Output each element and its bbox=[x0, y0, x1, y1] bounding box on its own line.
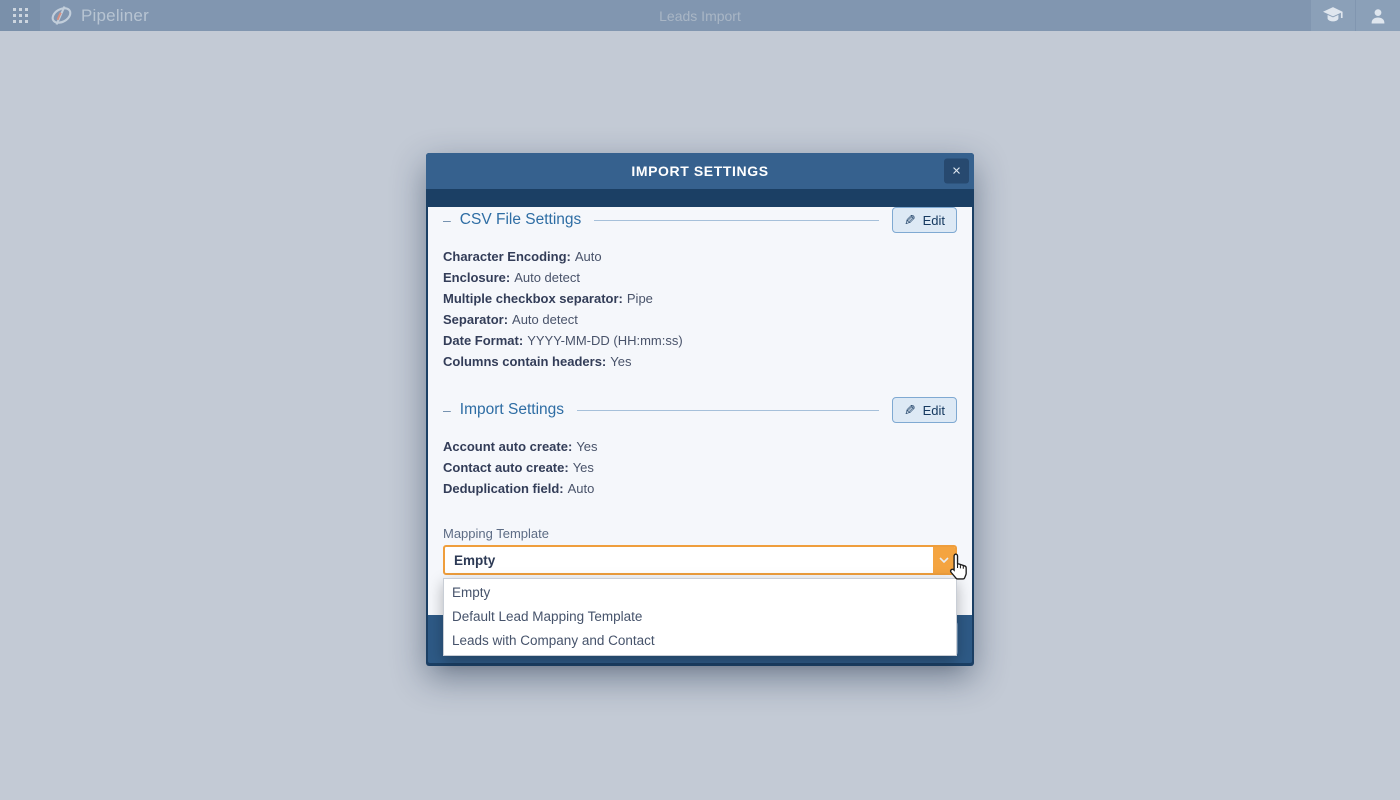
field-row bbox=[443, 330, 957, 351]
section-divider-line bbox=[594, 220, 879, 221]
field-label: Deduplication field: bbox=[443, 481, 564, 496]
chevron-down-icon bbox=[939, 557, 949, 563]
dropdown-option-default-lead-mapping-template[interactable]: Default Lead Mapping Template bbox=[452, 609, 643, 624]
section-divider-line bbox=[577, 410, 879, 411]
apps-grid-button[interactable] bbox=[0, 0, 40, 31]
field-row bbox=[443, 478, 957, 499]
field-value: YYYY-MM-DD (HH:mm:ss) bbox=[527, 333, 683, 348]
section-title: Import Settings bbox=[459, 401, 565, 418]
field-row bbox=[443, 436, 957, 457]
apps-grid-icon bbox=[13, 8, 28, 23]
modal-header bbox=[426, 153, 974, 189]
field-value: Auto detect bbox=[512, 312, 578, 327]
modal-body bbox=[428, 207, 972, 615]
field-value: Auto bbox=[574, 249, 602, 264]
field-row bbox=[443, 267, 957, 288]
mapping-template-label: Mapping Template bbox=[443, 526, 549, 541]
import-settings-fields bbox=[443, 436, 957, 499]
graduation-cap-icon bbox=[1323, 7, 1343, 24]
field-label: Date Format: bbox=[443, 333, 524, 348]
section-title: CSV File Settings bbox=[459, 211, 582, 228]
field-value: Yes bbox=[610, 354, 632, 369]
edit-csv-settings-button[interactable] bbox=[892, 207, 957, 233]
mapping-template-dropdown-list bbox=[443, 578, 957, 656]
select-selected-value: Empty bbox=[454, 552, 496, 568]
brand-name: Pipeliner bbox=[81, 5, 149, 25]
select-dropdown-button[interactable] bbox=[933, 547, 955, 573]
field-label: Separator: bbox=[443, 312, 509, 327]
section-header-import-settings bbox=[443, 397, 957, 423]
field-value: Yes bbox=[576, 439, 598, 454]
field-row bbox=[443, 288, 957, 309]
academy-button[interactable] bbox=[1311, 0, 1355, 31]
edit-button-label: Edit bbox=[922, 212, 945, 228]
field-value: Yes bbox=[572, 460, 594, 475]
field-label: Contact auto create: bbox=[443, 460, 569, 475]
user-icon bbox=[1369, 7, 1387, 25]
brand-logo[interactable] bbox=[49, 4, 149, 27]
field-label: Enclosure: bbox=[443, 270, 511, 285]
field-label: Account auto create: bbox=[443, 439, 573, 454]
csv-settings-fields bbox=[443, 246, 957, 372]
pencil-icon: ✎ bbox=[903, 401, 916, 418]
section-header-csv-file-settings bbox=[443, 207, 957, 233]
pencil-icon: ✎ bbox=[903, 211, 916, 228]
edit-import-settings-button[interactable] bbox=[892, 397, 957, 423]
edit-button-label: Edit bbox=[922, 402, 945, 418]
close-icon: × bbox=[952, 162, 961, 180]
field-label: Columns contain headers: bbox=[443, 354, 607, 369]
field-label: Multiple checkbox separator: bbox=[443, 291, 623, 306]
field-value: Pipe bbox=[626, 291, 653, 306]
pipeliner-logo-icon bbox=[49, 4, 74, 27]
topbar bbox=[0, 0, 1400, 31]
user-profile-button[interactable] bbox=[1356, 0, 1400, 31]
field-value: Auto detect bbox=[514, 270, 580, 285]
page-title: Leads Import bbox=[659, 7, 741, 24]
import-settings-modal bbox=[426, 153, 974, 666]
dropdown-option-leads-with-company-and-contact[interactable]: Leads with Company and Contact bbox=[452, 633, 655, 648]
field-row bbox=[443, 246, 957, 267]
field-row bbox=[443, 309, 957, 330]
field-label: Character Encoding: bbox=[443, 249, 571, 264]
section-dash: – bbox=[443, 212, 451, 228]
modal-title: IMPORT SETTINGS bbox=[631, 163, 769, 179]
field-row bbox=[443, 351, 957, 372]
mapping-template-select[interactable] bbox=[443, 545, 957, 575]
section-dash: – bbox=[443, 402, 451, 418]
field-value: Auto bbox=[567, 481, 595, 496]
dropdown-option-empty[interactable]: Empty bbox=[452, 585, 491, 600]
field-row bbox=[443, 457, 957, 478]
close-button[interactable] bbox=[944, 159, 969, 184]
